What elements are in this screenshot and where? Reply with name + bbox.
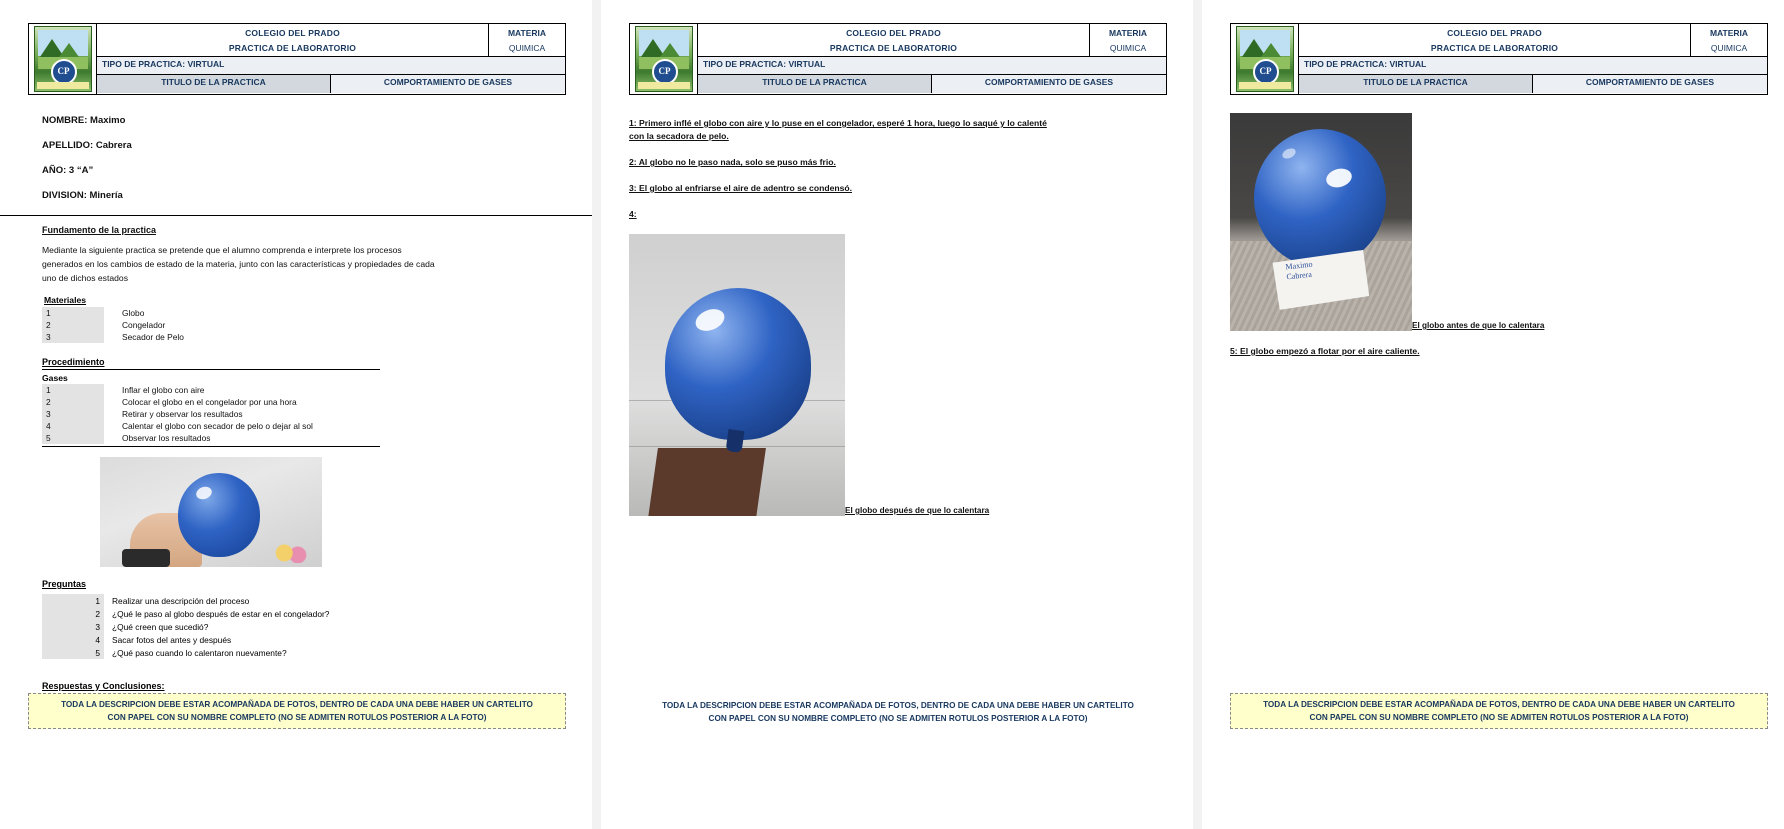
- materia-value: QUIMICA: [1710, 43, 1748, 53]
- step-num: 5: [42, 432, 104, 444]
- school-name: COLEGIO DEL PRADO: [846, 28, 941, 38]
- respuestas-heading: Respuestas y Conclusiones:: [42, 681, 165, 691]
- name-card-line-1: Maximo: [1285, 259, 1313, 272]
- answer-2: 2: Al globo no le paso nada, solo se puso más frio.: [629, 157, 836, 167]
- materia-value: QUIMICA: [508, 43, 546, 53]
- school-crest-icon: [34, 26, 92, 92]
- question-text: ¿Qué creen que sucedió?: [112, 621, 209, 632]
- fundamento-heading: Fundamento de la practica: [42, 225, 157, 235]
- footer-note-page3: [1230, 693, 1768, 729]
- step-num: 1: [42, 384, 104, 396]
- footer-line-2: CON PAPEL CON SU NOMBRE COMPLETO (NO SE ADMITEN ROTULOS POSTERIOR A LA FOTO): [1309, 713, 1689, 722]
- procedimiento-rule-top: [42, 369, 380, 370]
- field-division: DIVISION: Minería: [42, 190, 123, 201]
- material-text: Congelador: [122, 320, 166, 330]
- field-nombre: NOMBRE: Maximo: [42, 115, 126, 126]
- procedimiento-rule-bottom: [42, 446, 380, 447]
- table-row: [42, 607, 329, 620]
- page1-header: [28, 23, 566, 95]
- page2-answers: [629, 117, 1167, 221]
- table-row: [42, 384, 313, 396]
- photo-balloon-in-hand: [100, 457, 322, 567]
- material-num: 2: [42, 319, 104, 331]
- answer-3: 3: El globo al enfriarse el aire de adentro se condensó.: [629, 183, 853, 193]
- step-text: Calentar el globo con secador de pelo o dejar al sol: [122, 421, 313, 431]
- question-text: ¿Qué paso cuando lo calentaron nuevamente?: [112, 647, 287, 658]
- header-title-cell: [1299, 24, 1691, 56]
- question-num: 1: [42, 594, 104, 607]
- step-num: 3: [42, 408, 104, 420]
- table-row: [42, 633, 329, 646]
- field-apellido: APELLIDO: Cabrera: [42, 140, 132, 151]
- question-num: 2: [42, 607, 104, 620]
- school-name: COLEGIO DEL PRADO: [245, 28, 340, 38]
- page3-header: [1230, 23, 1768, 95]
- table-row: [42, 620, 329, 633]
- header-subtitle: PRACTICA DE LABORATORIO: [228, 43, 357, 53]
- school-crest-icon: [1236, 26, 1294, 92]
- gases-label: Gases: [42, 373, 68, 383]
- step-text: Retirar y observar los resultados: [122, 409, 243, 419]
- logo-cell: [29, 24, 97, 94]
- titulo-value: COMPORTAMIENTO DE GASES: [1533, 75, 1767, 93]
- step-num: 2: [42, 396, 104, 408]
- header-subtitle: PRACTICA DE LABORATORIO: [829, 43, 958, 53]
- table-row: [42, 594, 329, 607]
- photo-caption-page2: El globo después de que lo calentara: [845, 506, 990, 515]
- photo-balloon-with-name-card: [1230, 113, 1412, 331]
- photo-caption-page3: El globo antes de que lo calentara: [1412, 321, 1545, 330]
- table-row: [42, 646, 329, 659]
- table-row: [42, 408, 313, 420]
- page-gap: [592, 0, 601, 829]
- answer-4: 4:: [629, 209, 637, 219]
- footer-line-2: CON PAPEL CON SU NOMBRE COMPLETO (NO SE ADMITEN ROTULOS POSTERIOR A LA FOTO): [708, 714, 1088, 723]
- step-text: Inflar el globo con aire: [122, 385, 205, 395]
- table-row: [42, 331, 184, 343]
- document-page-1: [0, 0, 592, 829]
- materia-label: MATERIA: [1108, 28, 1148, 38]
- materia-label: MATERIA: [507, 28, 547, 38]
- footer-note-page2: [629, 695, 1167, 729]
- table-row: [42, 319, 184, 331]
- titulo-value: COMPORTAMIENTO DE GASES: [331, 75, 565, 93]
- field-anio: AÑO: 3 “A”: [42, 165, 94, 176]
- page-gap: [1193, 0, 1202, 829]
- titulo-label: TITULO DE LA PRACTICA: [97, 75, 331, 93]
- titulo-value: COMPORTAMIENTO DE GASES: [932, 75, 1166, 93]
- materia-value: QUIMICA: [1109, 43, 1147, 53]
- section-divider: [0, 215, 592, 216]
- materia-label: MATERIA: [1709, 28, 1749, 38]
- header-title-cell: [97, 24, 489, 56]
- school-name: COLEGIO DEL PRADO: [1447, 28, 1542, 38]
- procedimiento-heading: Procedimiento: [42, 357, 105, 367]
- materiales-heading: Materiales: [44, 295, 87, 305]
- photo-balloon-on-floor: [629, 234, 845, 516]
- question-num: 4: [42, 633, 104, 646]
- question-text: Sacar fotos del antes y después: [112, 634, 232, 645]
- question-num: 5: [42, 646, 104, 659]
- page2-header: [629, 23, 1167, 95]
- procedimiento-table: [42, 384, 313, 444]
- materia-cell: [1691, 24, 1767, 56]
- table-row: [42, 420, 313, 432]
- tipo-practica: TIPO DE PRACTICA: VIRTUAL: [698, 57, 1166, 75]
- student-fields: [42, 115, 566, 201]
- document-page-2: [601, 0, 1193, 829]
- materia-cell: [1090, 24, 1166, 56]
- footer-note-page1: [28, 693, 566, 729]
- footer-line-1: TODA LA DESCRIPCION DEBE ESTAR ACOMPAÑADA DE FOTOS, DENTRO DE CADA UNA DEBE HABER UN CARTELITO: [1263, 700, 1735, 709]
- tipo-practica: TIPO DE PRACTICA: VIRTUAL: [97, 57, 565, 75]
- answer-1: 1: Primero inflé el globo con aire y lo puse en el congelador, esperé 1 hora, luego lo saqué y lo calenté con la secadora de pelo.: [629, 118, 1047, 141]
- step-num: 4: [42, 420, 104, 432]
- materia-cell: [489, 24, 565, 56]
- document-page-3: [1202, 0, 1784, 829]
- material-text: Globo: [122, 308, 145, 318]
- question-text: ¿Qué le paso al globo después de estar en el congelador?: [112, 608, 330, 619]
- preguntas-table: [42, 594, 329, 659]
- tipo-practica: TIPO DE PRACTICA: VIRTUAL: [1299, 57, 1767, 75]
- table-row: [42, 432, 313, 444]
- titulo-label: TITULO DE LA PRACTICA: [698, 75, 932, 93]
- footer-line-1: TODA LA DESCRIPCION DEBE ESTAR ACOMPAÑADA DE FOTOS, DENTRO DE CADA UNA DEBE HABER UN CARTELITO: [662, 701, 1134, 710]
- material-num: 3: [42, 331, 104, 343]
- material-num: 1: [42, 307, 104, 319]
- material-text: Secador de Pelo: [122, 332, 184, 342]
- logo-cell: [1231, 24, 1299, 94]
- step-text: Observar los resultados: [122, 433, 211, 443]
- footer-line-2: CON PAPEL CON SU NOMBRE COMPLETO (NO SE ADMITEN ROTULOS POSTERIOR A LA FOTO): [107, 713, 487, 722]
- name-card-line-2: Cabrera: [1286, 269, 1313, 282]
- header-subtitle: PRACTICA DE LABORATORIO: [1430, 43, 1559, 53]
- name-card-text: [1285, 260, 1314, 283]
- answer-5: 5: El globo empezó a flotar por el aire caliente.: [1230, 346, 1420, 356]
- school-crest-icon: [635, 26, 693, 92]
- footer-line-1: TODA LA DESCRIPCION DEBE ESTAR ACOMPAÑADA DE FOTOS, DENTRO DE CADA UNA DEBE HABER UN CARTELITO: [61, 700, 533, 709]
- table-row: [42, 396, 313, 408]
- materiales-table: [42, 307, 184, 343]
- preguntas-heading: Preguntas: [42, 579, 87, 589]
- logo-cell: [630, 24, 698, 94]
- question-text: Realizar una descripción del proceso: [112, 595, 250, 606]
- question-num: 3: [42, 620, 104, 633]
- table-row: [42, 307, 184, 319]
- step-text: Colocar el globo en el congelador por una hora: [122, 397, 297, 407]
- header-title-cell: [698, 24, 1090, 56]
- titulo-label: TITULO DE LA PRACTICA: [1299, 75, 1533, 93]
- fundamento-text: Mediante la siguiente practica se pretende que el alumno comprenda e interprete los procesos generados en los cambios de estado de la materia, junto con las características y propiedades de cada uno de dichos estados: [42, 245, 435, 283]
